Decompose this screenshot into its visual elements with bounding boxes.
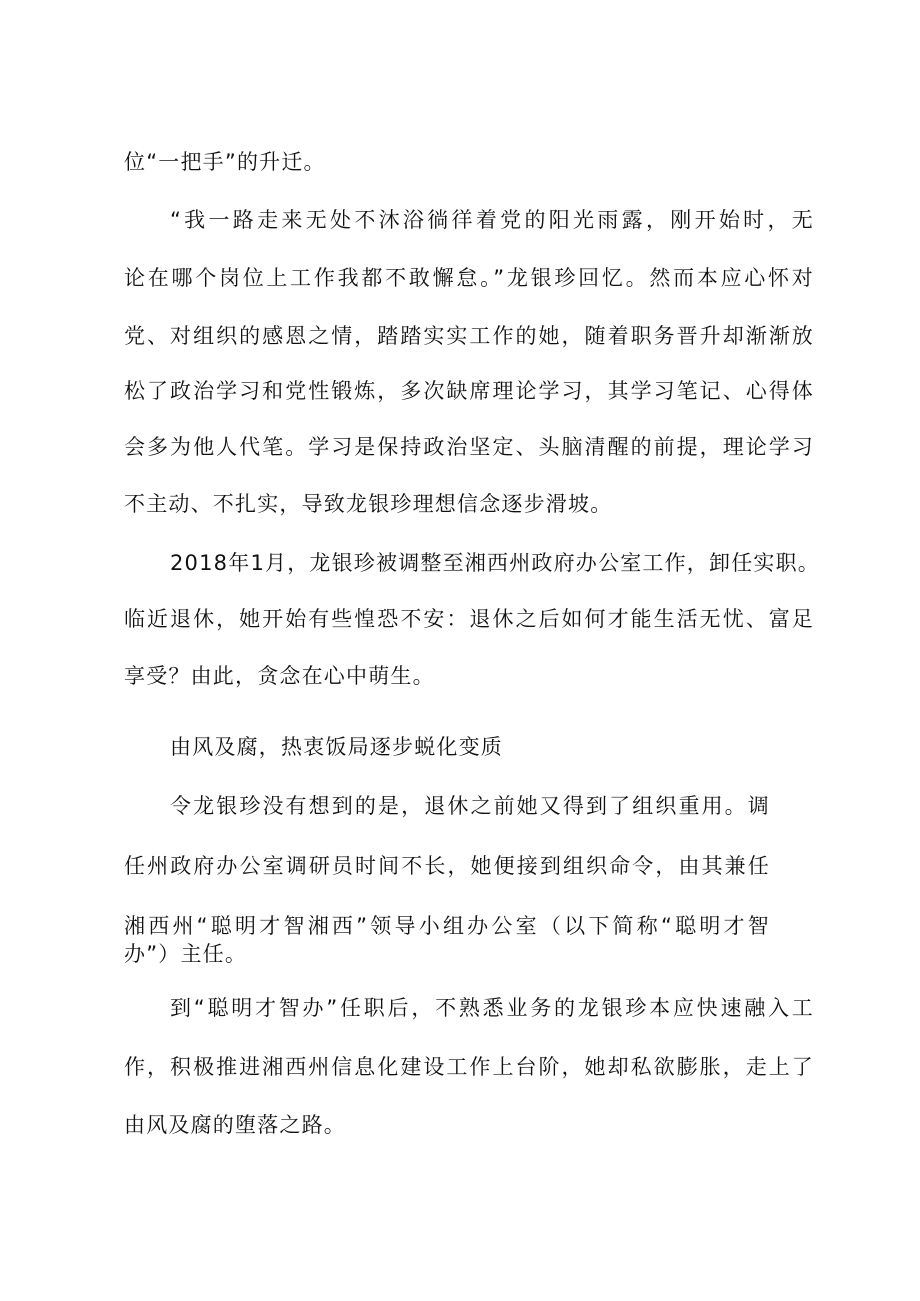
text-line: 享受？由此，贪念在心中萌生。 <box>124 664 435 688</box>
text-line: 松了政治学习和党性锻炼，多次缺席理论学习，其学习笔记、心得体 <box>124 379 814 403</box>
text-line: 2018年1月，龙银珍被调整至湘西州政府办公室工作，卸任实职。 <box>170 551 821 575</box>
text-line: 由风及腐的堕落之路。 <box>124 1113 346 1137</box>
text-line: 任州政府办公室调研员时间不长，她便接到组织命令，由其兼任 <box>124 854 770 878</box>
text-line: “我一路走来无处不沐浴徜徉着党的阳光雨露，刚开始时，无 <box>170 208 814 232</box>
text-line: 作，积极推进湘西州信息化建设工作上台阶，她却私欲膨胀，走上了 <box>124 1055 814 1079</box>
text-line: 不主动、不扎实，导致龙银珍理想信念逐步滑坡。 <box>124 492 613 516</box>
text-line: 令龙银珍没有想到的是，退休之前她又得到了组织重用。调 <box>170 794 770 818</box>
text-line: 临近退休，她开始有些惶恐不安：退休之后如何才能生活无忧、富足 <box>124 607 814 631</box>
text-line: 办”）主任。 <box>124 942 248 966</box>
text-line: 湘西州“聪明才智湘西”领导小组办公室（以下简称“聪明才智 <box>124 914 770 938</box>
section-heading: 由风及腐，热衷饭局逐步蜕化变质 <box>170 735 503 759</box>
text-line: 到“聪明才智办”任职后，不熟悉业务的龙银珍本应快速融入工 <box>170 996 814 1020</box>
text-line: 位“一把手”的升迁。 <box>124 150 326 174</box>
text-line: 党、对组织的感恩之情，踏踏实实工作的她，随着职务晋升却渐渐放 <box>124 324 814 348</box>
text-line: 会多为他人代笔。学习是保持政治坚定、头脑清醒的前提，理论学习 <box>124 435 814 459</box>
text-line: 论在哪个岗位上工作我都不敢懈怠。”龙银珍回忆。然而本应心怀对 <box>124 266 814 290</box>
